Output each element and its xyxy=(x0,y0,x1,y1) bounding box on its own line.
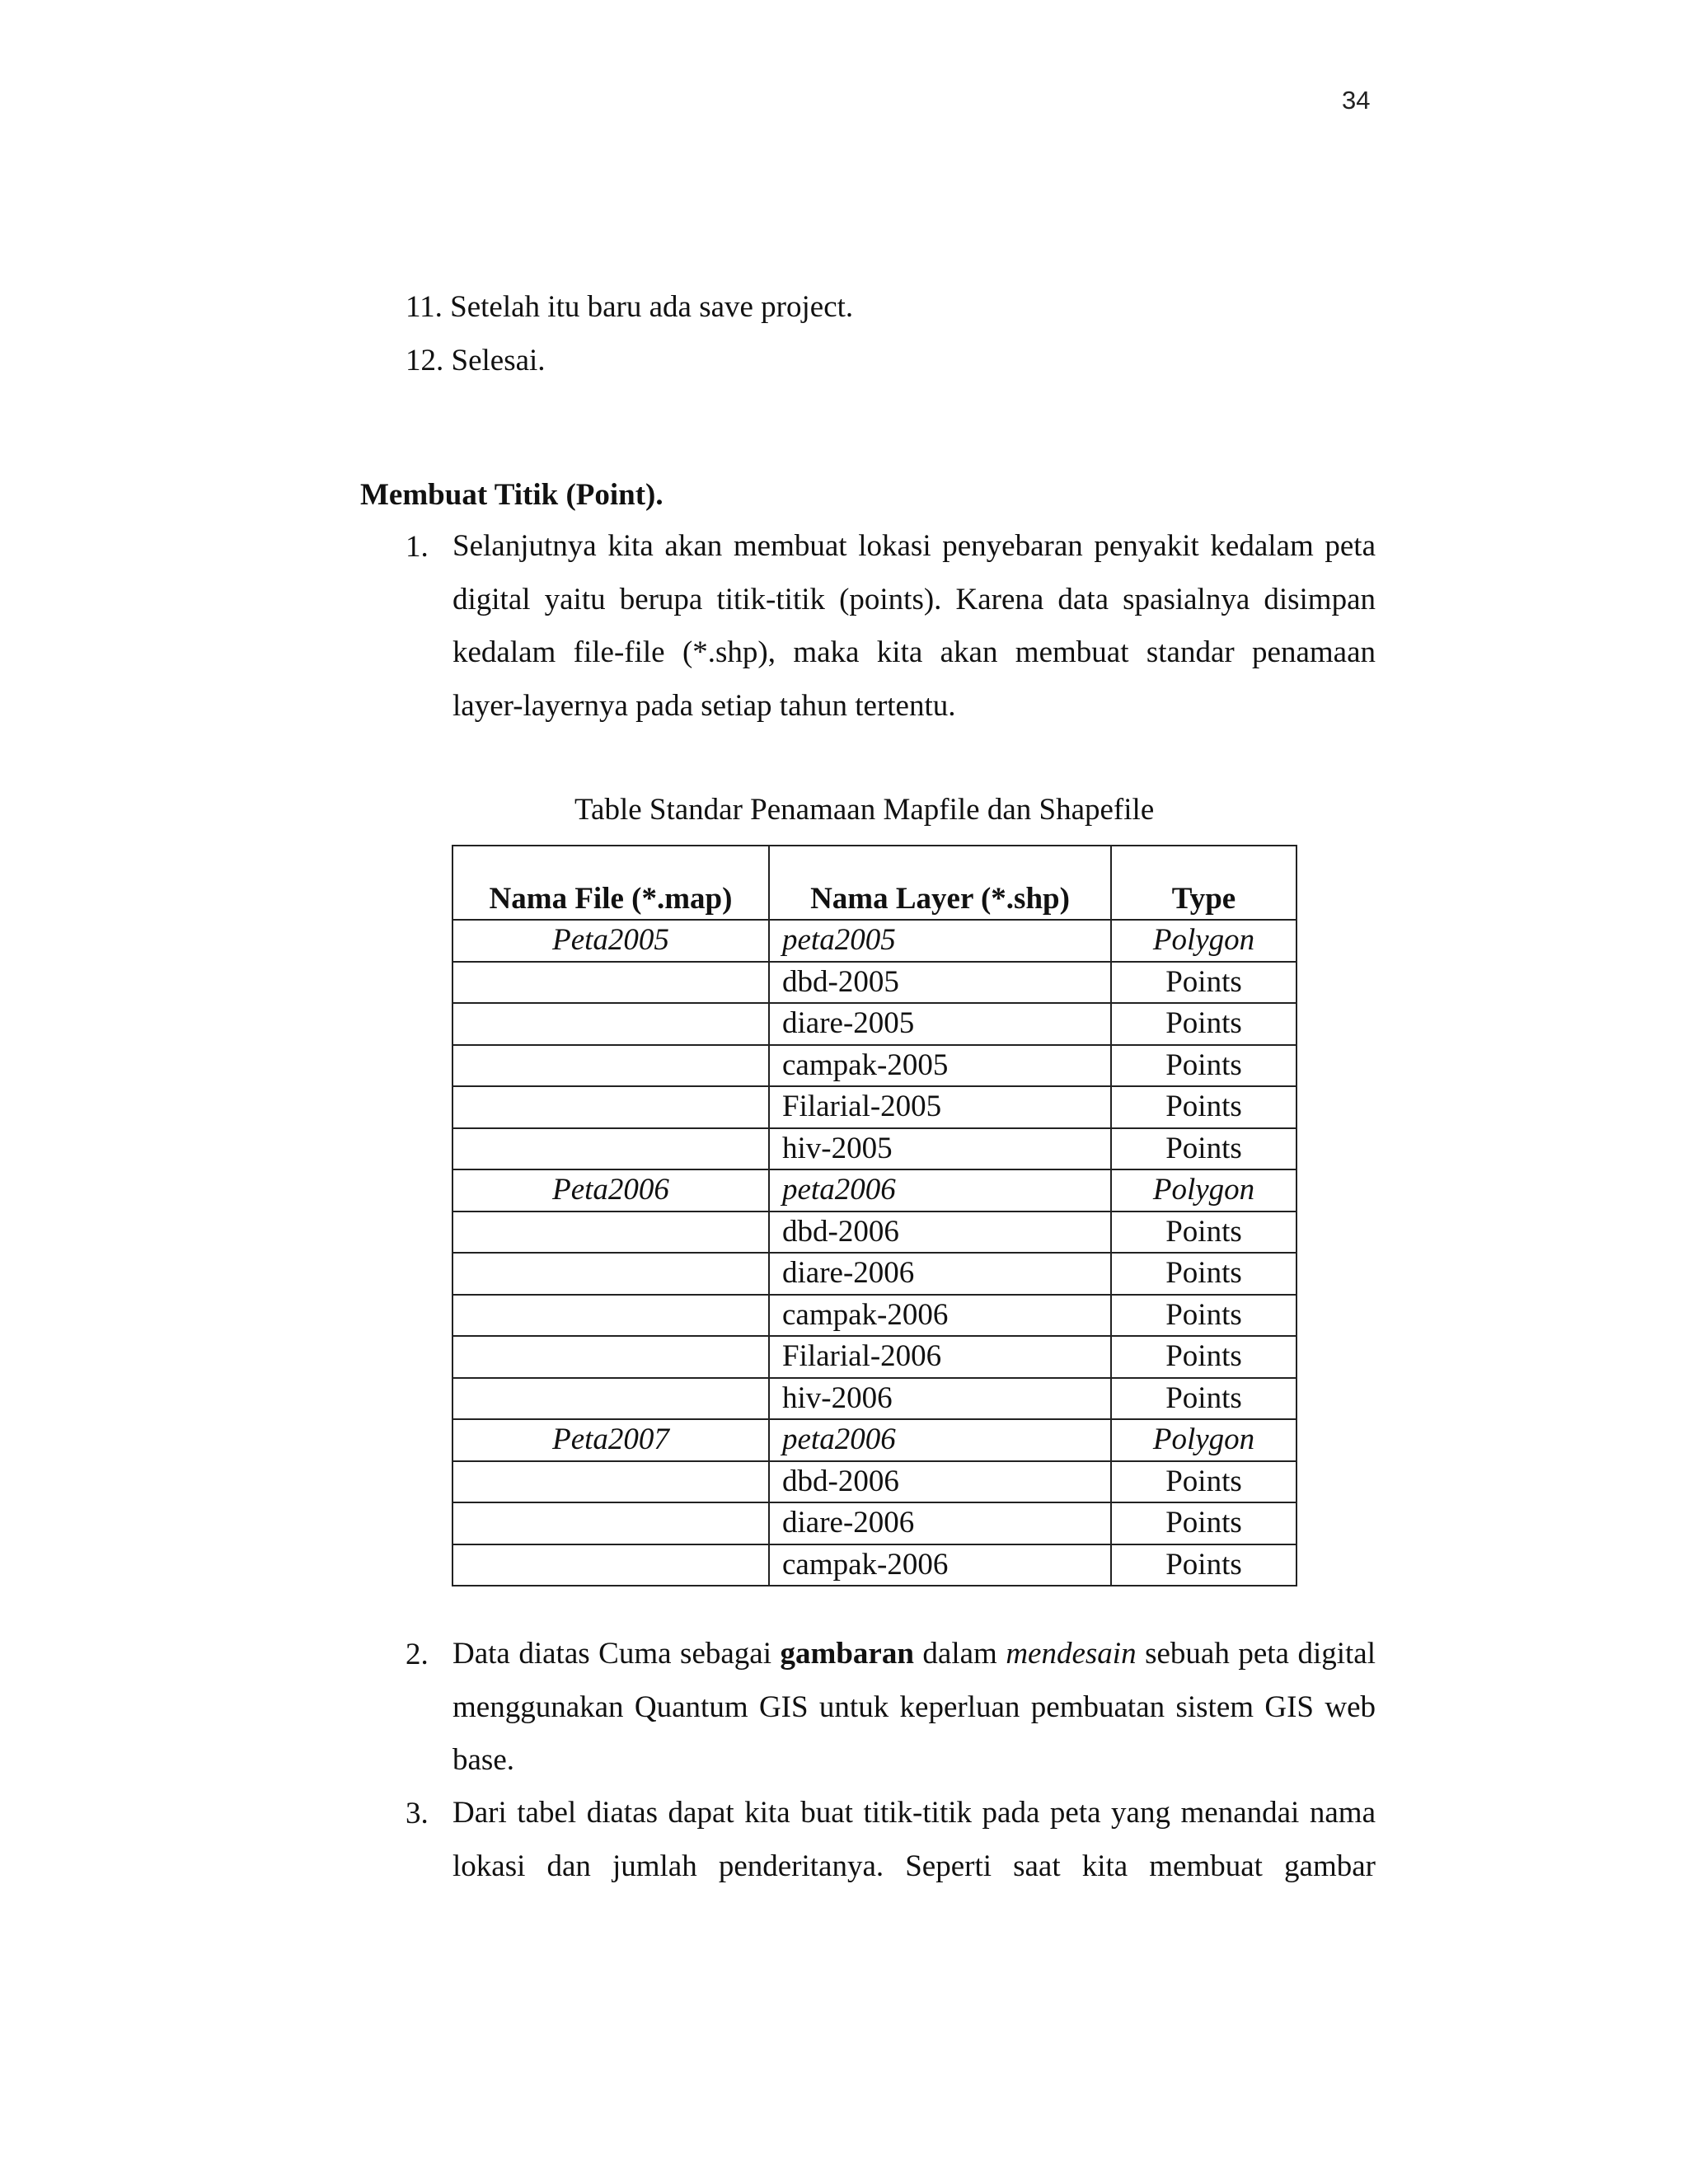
italic-term: mendesain xyxy=(1006,1637,1137,1671)
paragraph-line: digital yaitu berupa titik-titik (points). Karena data spasialnya disimpan xyxy=(452,582,1376,616)
table-cell: dbd-2006 xyxy=(769,1212,1111,1254)
table-cell: Points xyxy=(1111,1045,1296,1087)
table-cell: dbd-2005 xyxy=(769,962,1111,1004)
table-cell: hiv-2006 xyxy=(769,1378,1111,1420)
table-cell xyxy=(452,1502,769,1544)
table-cell xyxy=(452,1212,769,1254)
table-caption: Table Standar Penamaan Mapfile dan Shapefile xyxy=(574,793,1155,827)
table-cell: Points xyxy=(1111,1336,1296,1378)
table-cell: campak-2005 xyxy=(769,1045,1111,1087)
table-cell xyxy=(452,1003,769,1045)
table-cell: Points xyxy=(1111,1128,1296,1170)
paragraph-line: kedalam file-file (*.shp), maka kita akan membuat standar penamaan xyxy=(452,635,1376,669)
table-cell xyxy=(452,1544,769,1586)
table-cell xyxy=(452,1086,769,1128)
table-cell: peta2005 xyxy=(769,920,1111,962)
table-cell: Filarial-2006 xyxy=(769,1336,1111,1378)
page-number: 34 xyxy=(1342,86,1371,115)
table-row xyxy=(452,1212,1296,1254)
table-cell: Points xyxy=(1111,1378,1296,1420)
table-cell: peta2006 xyxy=(769,1419,1111,1461)
item-3-paragraph xyxy=(452,1787,1376,1893)
table-cell: hiv-2005 xyxy=(769,1128,1111,1170)
item-3-number: 3. xyxy=(406,1797,429,1830)
table-cell xyxy=(452,1253,769,1295)
table-cell: campak-2006 xyxy=(769,1295,1111,1337)
section-heading: Membuat Titik (Point). xyxy=(360,478,663,512)
table-row xyxy=(452,962,1296,1004)
table-cell: Polygon xyxy=(1111,1419,1296,1461)
table-row xyxy=(452,1544,1296,1586)
table-row xyxy=(452,1295,1296,1337)
item-2-number: 2. xyxy=(406,1638,429,1671)
table-cell xyxy=(452,1128,769,1170)
table-cell: diare-2005 xyxy=(769,1003,1111,1045)
table-cell xyxy=(452,1336,769,1378)
column-header: Nama File (*.map) xyxy=(452,846,769,920)
table-row xyxy=(452,920,1296,962)
table-cell: dbd-2006 xyxy=(769,1461,1111,1503)
text-run: Data diatas Cuma sebagai xyxy=(452,1637,781,1671)
text-run: dalam xyxy=(913,1637,1006,1671)
paragraph-line: Dari tabel diatas dapat kita buat titik-titik pada peta yang menandai nama xyxy=(452,1796,1376,1830)
item-1-number: 1. xyxy=(406,530,429,564)
table-cell: Points xyxy=(1111,1086,1296,1128)
table-cell: diare-2006 xyxy=(769,1253,1111,1295)
table-cell: peta2006 xyxy=(769,1169,1111,1212)
table-row xyxy=(452,1128,1296,1170)
paragraph-line: base. xyxy=(452,1743,514,1777)
list-item-number: 11. xyxy=(406,290,443,324)
table-cell xyxy=(452,1461,769,1503)
table-cell: Points xyxy=(1111,1461,1296,1503)
table-cell: Filarial-2005 xyxy=(769,1086,1111,1128)
table-cell: Points xyxy=(1111,1544,1296,1586)
table-cell: Polygon xyxy=(1111,920,1296,962)
table-cell: Points xyxy=(1111,1502,1296,1544)
table-cell: campak-2006 xyxy=(769,1544,1111,1586)
table-row xyxy=(452,1378,1296,1420)
list-item-text: Setelah itu baru ada save project. xyxy=(450,290,854,324)
table-cell: Peta2006 xyxy=(452,1169,769,1212)
paragraph-line: menggunakan Quantum GIS untuk keperluan pembuatan sistem GIS web xyxy=(452,1690,1376,1724)
paragraph-line: Selanjutnya kita akan membuat lokasi penyebaran penyakit kedalam peta xyxy=(452,529,1376,563)
table-row xyxy=(452,1419,1296,1461)
bold-term: gambaran xyxy=(780,1637,914,1671)
paragraph-line xyxy=(452,1628,1376,1681)
table-row xyxy=(452,1461,1296,1503)
table-row xyxy=(452,1253,1296,1295)
naming-table xyxy=(452,845,1297,1586)
column-header: Nama Layer (*.shp) xyxy=(769,846,1111,920)
item-2-paragraph xyxy=(452,1628,1376,1788)
table-cell: Points xyxy=(1111,1003,1296,1045)
list-item xyxy=(406,288,853,326)
table-cell: diare-2006 xyxy=(769,1502,1111,1544)
table-cell: Points xyxy=(1111,1295,1296,1337)
table-cell: Points xyxy=(1111,1253,1296,1295)
table-cell: Polygon xyxy=(1111,1169,1296,1212)
table-header-row xyxy=(452,846,1296,920)
table-cell xyxy=(452,1045,769,1087)
paragraph-line: lokasi dan jumlah penderitanya. Seperti saat kita membuat gambar xyxy=(452,1849,1376,1883)
table-row xyxy=(452,1045,1296,1087)
table-cell: Points xyxy=(1111,962,1296,1004)
text-run: sebuah peta digital xyxy=(1136,1637,1376,1671)
item-1-paragraph xyxy=(452,520,1376,733)
list-item xyxy=(406,342,546,379)
table-cell: Points xyxy=(1111,1212,1296,1254)
table-cell: Peta2005 xyxy=(452,920,769,962)
column-header: Type xyxy=(1111,846,1296,920)
table-row xyxy=(452,1169,1296,1212)
paragraph-line: layer-layernya pada setiap tahun tertentu. xyxy=(452,688,956,723)
list-item-text: Selesai. xyxy=(451,344,546,377)
table-row xyxy=(452,1003,1296,1045)
table-cell xyxy=(452,1295,769,1337)
table-cell xyxy=(452,962,769,1004)
list-item-number: 12. xyxy=(406,344,444,377)
table-row xyxy=(452,1336,1296,1378)
table-cell xyxy=(452,1378,769,1420)
table-row xyxy=(452,1086,1296,1128)
table-cell: Peta2007 xyxy=(452,1419,769,1461)
table-row xyxy=(452,1502,1296,1544)
